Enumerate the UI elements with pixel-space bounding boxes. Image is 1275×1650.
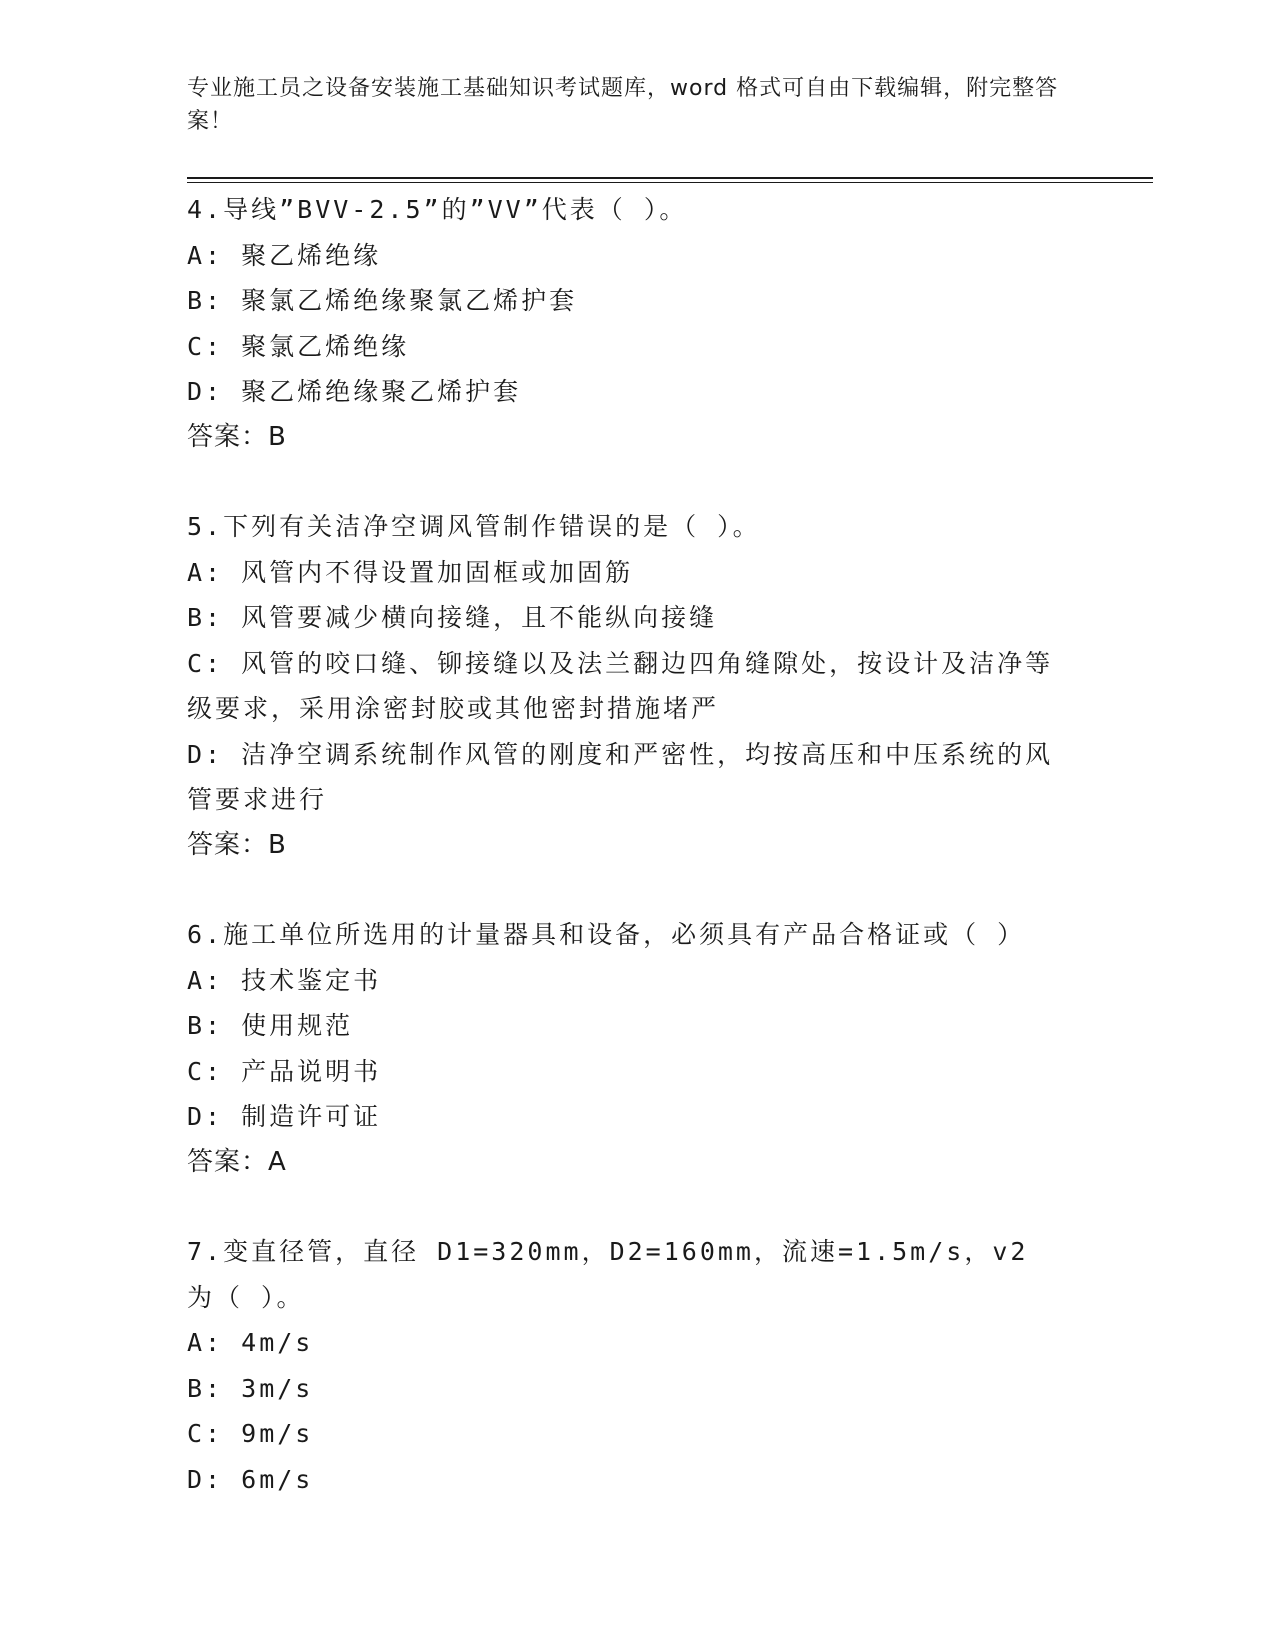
- option-c: C: 聚氯乙烯绝缘: [187, 331, 410, 361]
- question-5: [187, 504, 1067, 868]
- question-stem: 6.施工单位所选用的计量器具和设备，必须具有产品合格证或（ ）: [187, 920, 1026, 949]
- option-c: C: 9m/s: [187, 1419, 314, 1448]
- option-c: C: 产品说明书: [187, 1056, 382, 1086]
- question-stem: 4.导线”BVV-2.5”的”VV”代表（ ）。: [187, 195, 688, 224]
- option-d: D: 聚乙烯绝缘聚乙烯护套: [187, 377, 522, 406]
- question-6: [187, 912, 1067, 1185]
- question-stem: 7.变直径管，直径 D1=320mm，D2=160mm，流速=1.5m/s，v2 为（ ）。: [187, 1237, 1029, 1312]
- option-a: A: 技术鉴定书: [187, 965, 382, 995]
- header-divider-thick: [187, 177, 1153, 179]
- header-divider-thin: [187, 182, 1153, 183]
- option-b: B: 聚氯乙烯绝缘聚氯乙烯护套: [187, 286, 578, 315]
- option-b: B: 风管要减少横向接缝，且不能纵向接缝: [187, 603, 718, 632]
- answer: 答案：A: [187, 1146, 287, 1177]
- option-b: B: 3m/s: [187, 1373, 314, 1403]
- option-d: D: 6m/s: [187, 1464, 314, 1494]
- question-4: [187, 187, 1067, 460]
- option-a: A: 4m/s: [187, 1328, 314, 1357]
- option-a: A: 聚乙烯绝缘: [187, 240, 382, 270]
- question-list: [187, 187, 1067, 1546]
- option-d: D: 洁净空调系统制作风管的刚度和严密性，均按高压和中压系统的风管要求进行: [187, 739, 1054, 814]
- option-d: D: 制造许可证: [187, 1102, 382, 1131]
- option-c: C: 风管的咬口缝、铆接缝以及法兰翻边四角缝隙处，按设计及洁净等级要求，采用涂密封胶或其他密封措施堵严: [187, 648, 1054, 723]
- option-a: A: 风管内不得设置加固框或加固筋: [187, 557, 634, 587]
- question-stem: 5.下列有关洁净空调风管制作错误的是（ ）。: [187, 512, 761, 541]
- answer: 答案：B: [187, 829, 287, 860]
- answer: 答案：B: [187, 421, 287, 452]
- document-header: 专业施工员之设备安装施工基础知识考试题库，word 格式可自由下载编辑，附完整答案！: [187, 76, 1059, 134]
- option-b: B: 使用规范: [187, 1011, 354, 1040]
- question-7: [187, 1229, 1067, 1502]
